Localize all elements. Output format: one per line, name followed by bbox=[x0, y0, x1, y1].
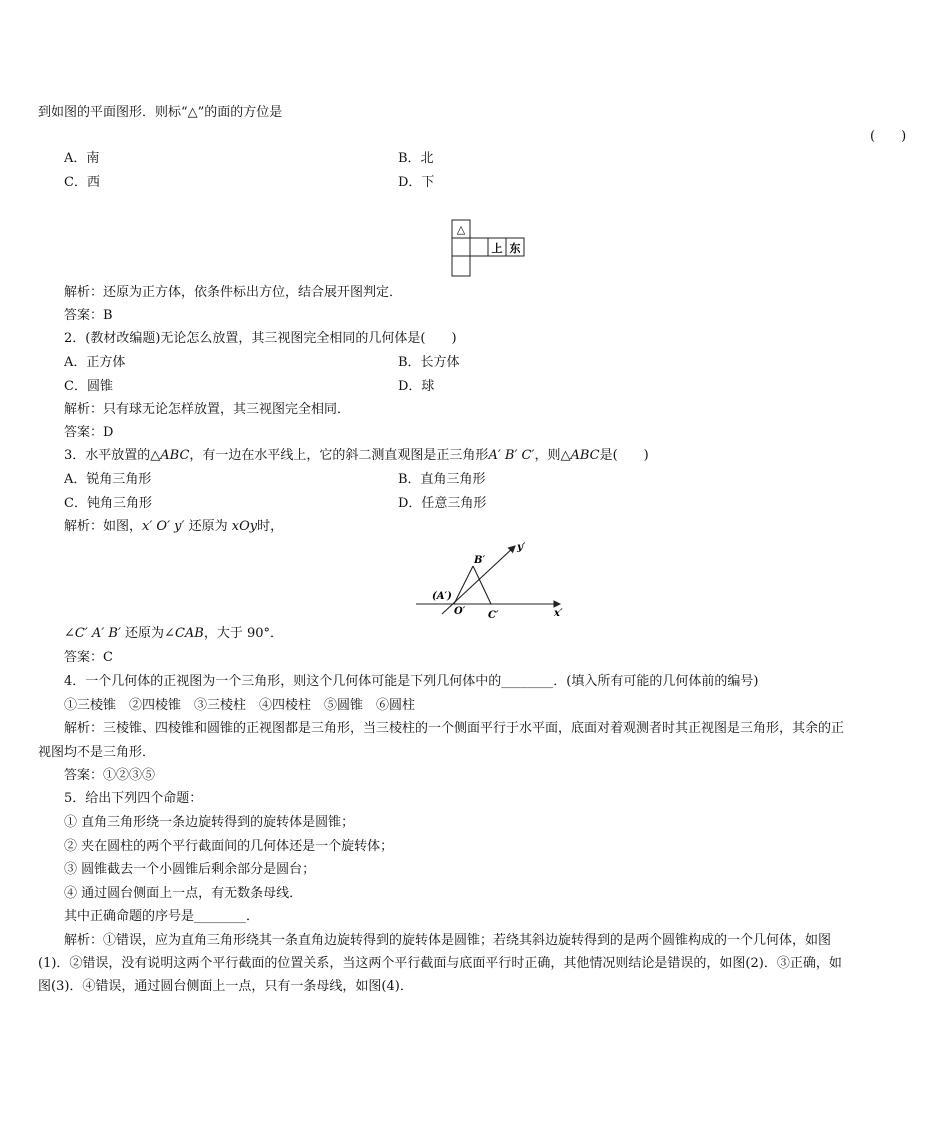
q1-option-b: B．北 bbox=[398, 151, 434, 166]
intro-text: 到如图的平面图形．则标“△”的面的方位是 bbox=[38, 105, 283, 120]
q3-analysis: 解析：如图，x′ O′ y′ 还原为 xOy时， bbox=[64, 519, 284, 534]
q1-option-c: C．西 bbox=[64, 175, 100, 190]
q2-stem: 2．(教材改编题)无论怎么放置，其三视图完全相同的几何体是( ) bbox=[64, 331, 457, 346]
q3-option-a: A．锐角三角形 bbox=[64, 472, 152, 487]
q3-option-b: B．直角三角形 bbox=[398, 472, 486, 487]
q4-choices: ①三棱锥 ②四棱锥 ③三棱柱 ④四棱柱 ⑤圆锥 ⑥圆柱 bbox=[64, 698, 416, 713]
q1-answer: 答案：B bbox=[64, 308, 113, 323]
net-face-bottom bbox=[452, 256, 470, 276]
q5-stem: 5．给出下列四个命题： bbox=[64, 791, 203, 806]
label-a-prime: (A′) bbox=[432, 591, 452, 602]
q5-item-4: ④ 通过圆台侧面上一点，有无数条母线． bbox=[64, 886, 303, 901]
side-ab bbox=[454, 566, 473, 604]
q3-answer: 答案：C bbox=[64, 650, 113, 665]
cube-net-figure bbox=[446, 218, 530, 280]
label-b-prime: B′ bbox=[474, 555, 486, 566]
label-o-prime: O′ bbox=[454, 606, 466, 617]
q3-conclusion: ∠C′ A′ B′ 还原为∠CAB，大于 90°． bbox=[64, 626, 284, 641]
q5-ask: 其中正确命题的序号是________． bbox=[64, 909, 260, 924]
q5-analysis-line3: 图(3)．④错误，通过圆台侧面上一点，只有一条母线，如图(4)． bbox=[38, 979, 413, 994]
q4-stem: 4．一个几何体的正视图为一个三角形，则这个几何体可能是下列几何体中的________．(填入所有可能的几何体前的编号) bbox=[64, 674, 759, 689]
q5-item-1: ① 直角三角形绕一条边旋转得到的旋转体是圆锥； bbox=[64, 815, 355, 830]
label-y-prime: y′ bbox=[517, 542, 526, 553]
q2-option-c: C．圆锥 bbox=[64, 379, 113, 394]
net-label-triangle: △ bbox=[456, 223, 466, 236]
q3-stem: 3．水平放置的△ABC，有一边在水平线上，它的斜二测直观图是正三角形A′ B′ C′，则△ABC是( ) bbox=[64, 448, 649, 463]
label-x-prime: x′ bbox=[554, 608, 563, 619]
q4-analysis-line1: 解析：三棱锥、四棱锥和圆锥的正视图都是三角形，当三棱柱的一个侧面平行于水平面，底面对着观测者时其正视图是三角形，其余的正 bbox=[64, 721, 845, 736]
q1-option-d: D．下 bbox=[398, 175, 435, 190]
q2-option-a: A．正方体 bbox=[64, 355, 126, 370]
q3-option-d: D．任意三角形 bbox=[398, 496, 487, 511]
q1-option-a: A．南 bbox=[64, 151, 100, 166]
q4-analysis-line2: 视图均不是三角形． bbox=[38, 745, 156, 760]
q2-option-b: B．长方体 bbox=[398, 355, 460, 370]
q4-answer: 答案：①②③⑤ bbox=[64, 768, 156, 783]
q5-item-2: ② 夹在圆柱的两个平行截面间的几何体还是一个旋转体； bbox=[64, 839, 394, 854]
q5-analysis-line2: (1)．②错误，没有说明这两个平行截面的位置关系，当这两个平行截面与底面平行时正确，其他情况则结论是错误的，如图(2)．③正确，如 bbox=[38, 956, 842, 971]
q5-item-3: ③ 圆锥截去一个小圆锥后剩余部分是圆台； bbox=[64, 862, 316, 877]
q1-analysis: 解析：还原为正方体，依条件标出方位，结合展开图判定． bbox=[64, 285, 403, 300]
q2-option-d: D．球 bbox=[398, 379, 435, 394]
net-face-blank bbox=[470, 238, 488, 256]
q2-answer: 答案：D bbox=[64, 425, 114, 440]
oblique-triangle-figure bbox=[410, 538, 575, 622]
net-label-east: 东 bbox=[509, 242, 521, 255]
answer-paren: ( ) bbox=[870, 129, 907, 144]
q5-analysis-line1: 解析：①错误，应为直角三角形绕其一条直角边旋转得到的旋转体是圆锥；若绕其斜边旋转得到的是两个圆锥构成的一个几何体，如图 bbox=[64, 933, 832, 948]
net-face-center bbox=[452, 238, 470, 256]
side-bc bbox=[473, 566, 491, 604]
label-c-prime: C′ bbox=[488, 610, 499, 621]
q2-analysis: 解析：只有球无论怎样放置，其三视图完全相同． bbox=[64, 402, 351, 417]
net-label-up: 上 bbox=[491, 242, 503, 255]
q3-option-c: C．钝角三角形 bbox=[64, 496, 152, 511]
